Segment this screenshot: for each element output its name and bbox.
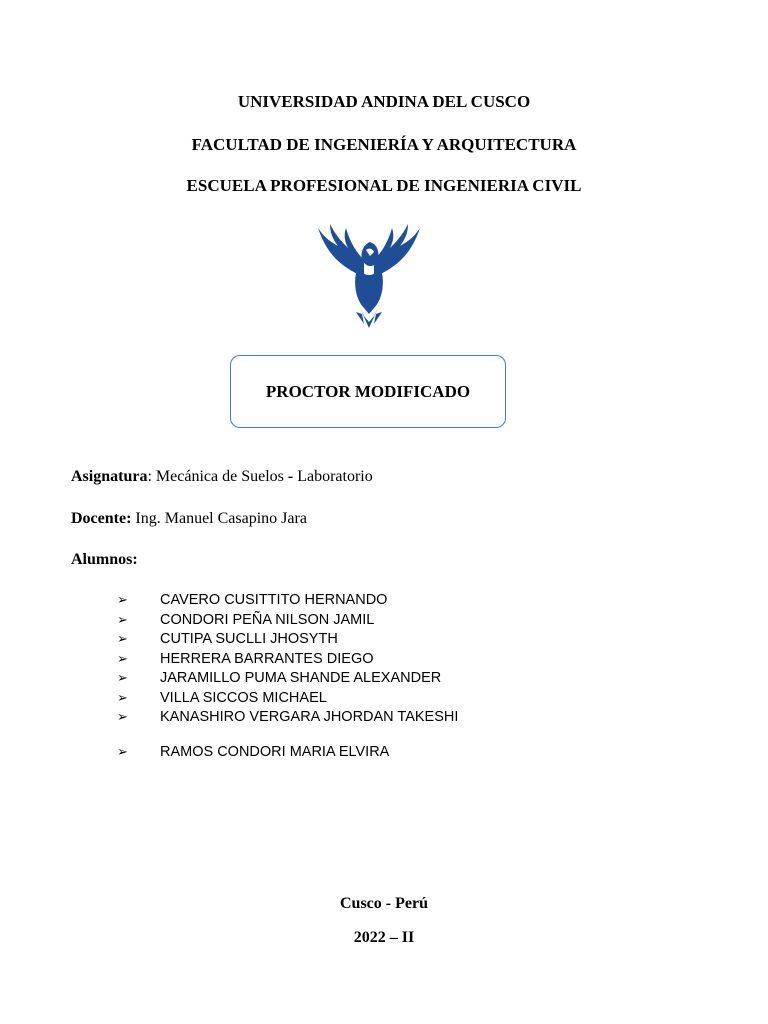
students-label: Alumnos:	[71, 551, 138, 568]
list-item	[117, 708, 458, 728]
academic-period: 2022 – II	[353, 929, 415, 946]
student-name: KANASHIRO VERGARA JHORDAN TAKESHI	[160, 709, 459, 725]
arrow-bullet-icon: ➢	[117, 744, 128, 760]
list-item	[117, 591, 458, 611]
document-title-box	[230, 355, 506, 428]
school-name: ESCUELA PROFESIONAL DE INGENIERIA CIVIL	[186, 176, 582, 195]
student-name: VILLA SICCOS MICHAEL	[160, 689, 327, 706]
arrow-bullet-icon: ➢	[117, 651, 128, 667]
student-name: CUTIPA SUCLLI JHOSYTH	[160, 631, 338, 647]
student-name: CAVERO CUSITTITO HERNANDO	[160, 592, 388, 608]
list-item	[117, 743, 458, 763]
student-name: RAMOS CONDORI MARIA ELVIRA	[160, 743, 390, 760]
students-list	[117, 591, 458, 762]
course-separator: :	[147, 468, 156, 485]
teacher-line	[71, 509, 307, 529]
student-name: CONDORI PEÑA NILSON JAMIL	[160, 611, 375, 628]
course-dash: -	[283, 468, 298, 485]
list-item	[117, 611, 458, 631]
students-heading	[71, 550, 138, 570]
arrow-bullet-icon: ➢	[117, 671, 128, 686]
course-label: Asignatura	[71, 468, 148, 485]
teacher-name: Ing. Manuel Casapino Jara	[135, 510, 307, 527]
course-line	[71, 467, 373, 487]
list-item	[117, 669, 458, 689]
teacher-label: Docente:	[71, 510, 132, 527]
arrow-bullet-icon: ➢	[117, 710, 128, 725]
list-item	[117, 650, 458, 670]
list-item	[117, 689, 458, 709]
list-item	[117, 630, 458, 650]
arrow-bullet-icon: ➢	[117, 612, 128, 628]
student-name: HERRERA BARRANTES DIEGO	[160, 650, 374, 667]
arrow-bullet-icon: ➢	[117, 690, 128, 706]
course-type: Laboratorio	[297, 468, 373, 485]
student-name: JARAMILLO PUMA SHANDE ALEXANDER	[160, 670, 442, 686]
arrow-bullet-icon: ➢	[117, 593, 128, 608]
university-name: UNIVERSIDAD ANDINA DEL CUSCO	[237, 92, 531, 111]
city-country: Cusco - Perú	[340, 895, 428, 912]
eagle-emblem-icon	[312, 220, 426, 330]
faculty-name: FACULTAD DE INGENIERÍA Y ARQUITECTURA	[191, 135, 577, 154]
document-title: PROCTOR MODIFICADO	[265, 381, 471, 401]
arrow-bullet-icon: ➢	[117, 632, 128, 647]
course-name: Mecánica de Suelos	[155, 468, 284, 485]
